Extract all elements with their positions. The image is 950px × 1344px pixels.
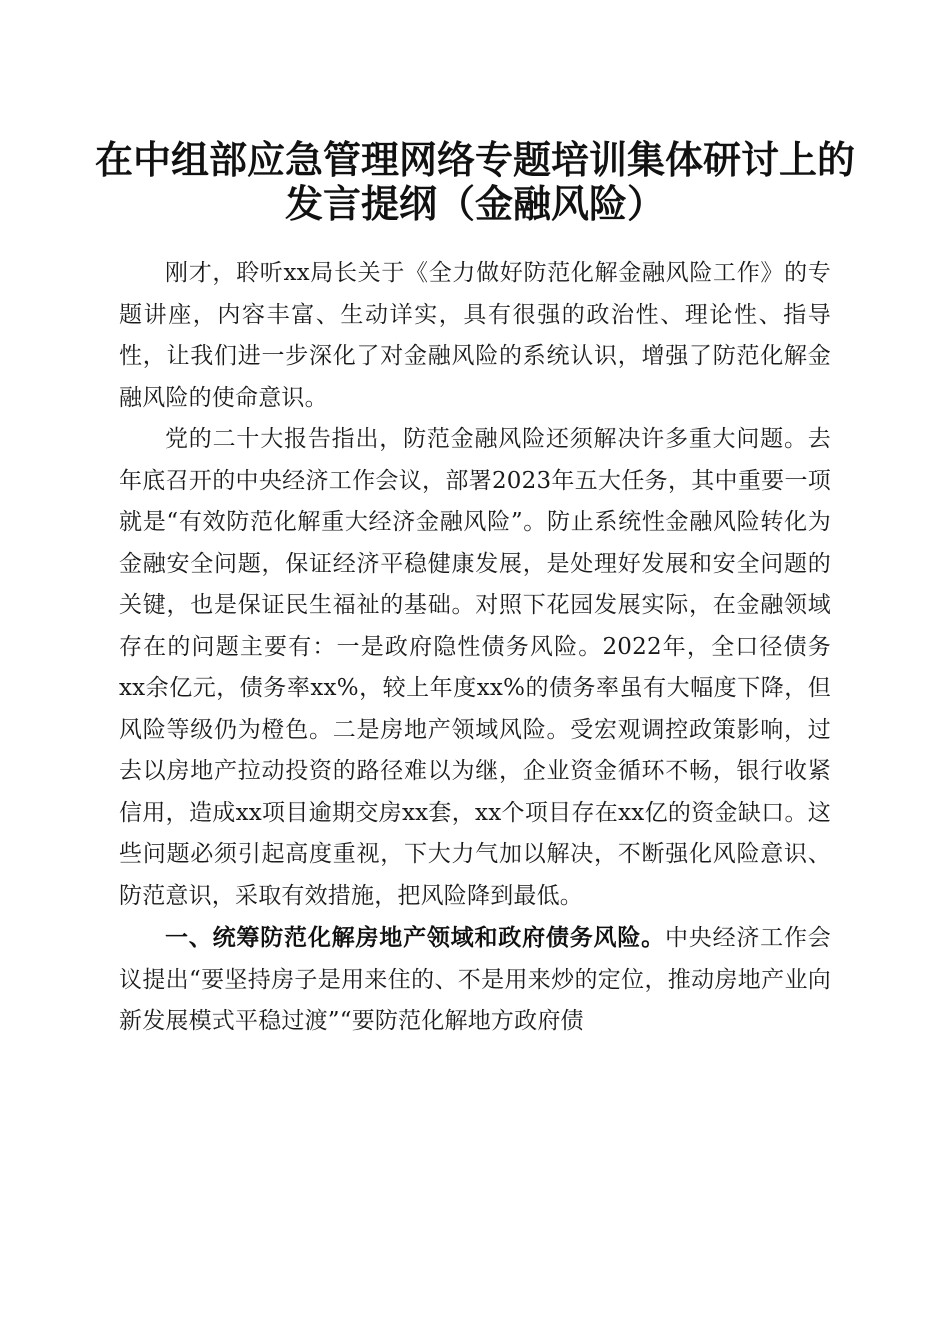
paragraph-3	[119, 917, 831, 1043]
document-title-line-2: 发言提纲（金融风险）	[284, 181, 665, 226]
document-title-line-1: 在中组部应急管理网络专题培训集体研讨上的	[94, 137, 855, 182]
paragraph-2	[119, 419, 831, 917]
paragraph-1-text: 刚才，聆听xx局长关于《全力做好防范化解金融风险工作》的专题讲座，内容丰富、生动详实，具有很强的政治性、理论性、指导性，让我们进一步深化了对金融风险的系统认识，增强了防范化解金融风险的使命意识。	[119, 260, 831, 411]
paragraph-2-text: 党的二十大报告指出，防范金融风险还须解决许多重大问题。去年底召开的中央经济工作会议，部署2023年五大任务，其中重要一项就是“有效防范化解重大经济金融风险”。防止系统性金融风险转化为金融安全问题，保证经济平稳健康发展，是处理好发展和安全问题的关键，也是保证民生福祉的基础。对照下花园发展实际，在金融领域存在的问题主要有：一是政府隐性债务风险。2022年，全口径债务xx余亿元，债务率xx%，较上年度xx%的债务率虽有大幅度下降，但风险等级仍为橙色。二是房地产领域风险。受宏观调控政策影响，过去以房地产拉动投资的路径难以为继，企业资金循环不畅，银行收紧信用，造成xx项目逾期交房xx套，xx个项目存在xx亿的资金缺口。这些问题必须引起高度重视，下大力气加以解决，不断强化风险意识、防范意识，采取有效措施，把风险降到最低。	[119, 426, 831, 909]
paragraph-1	[119, 253, 831, 419]
document-body	[119, 253, 831, 1043]
section-heading-1: 一、统筹防范化解房地产领域和政府债务风险。	[165, 924, 665, 951]
paragraph-3-text: 中央经济工作会议提出“要坚持房子是用来住的、不是用来炒的定位，推动房地产业向新发展模式平稳过渡”“要防范化解地方政府债	[119, 925, 831, 1034]
